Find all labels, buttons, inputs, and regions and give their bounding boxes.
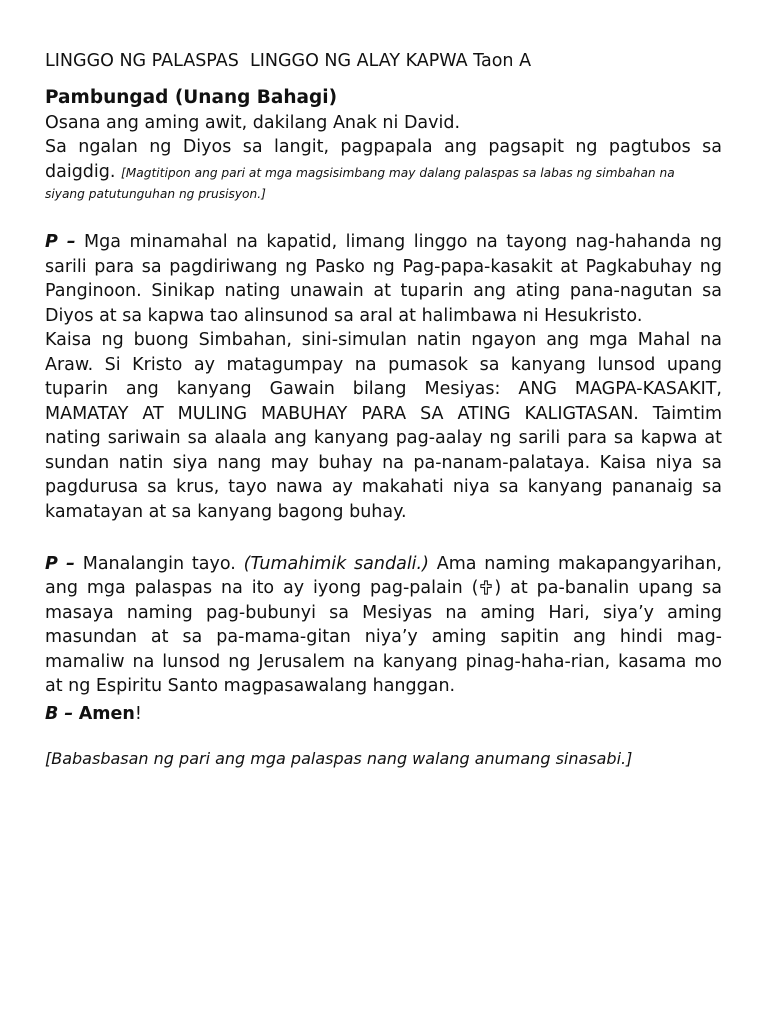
- response-text: Amen: [78, 704, 135, 724]
- paragraph-line: Araw. Si Kristo ay matagumpay na pumasok sa kanyang lunsod upang: [45, 355, 722, 375]
- paragraph-line: Diyos at sa kapwa tao alinsunod sa aral at halimbawa ni Hesukristo.: [45, 306, 643, 326]
- antiphon-line: Osana ang aming awit, dakilang Anak ni David.: [45, 113, 461, 133]
- cross-icon: [479, 580, 493, 595]
- paragraph-line: sundan natin siya nang may buhay na pa-nanam-palataya. Kaisa niya sa: [45, 453, 722, 473]
- paragraph-text: Ama naming makapangyarihan,: [436, 554, 722, 574]
- paragraph-line: at ng Espiritu Santo magpasawalang hanggan.: [45, 676, 456, 696]
- rubric-line: [45, 183, 722, 204]
- paragraph-line: pagdurusa sa krus, tayo nawa ay makahati niya sa kanyang pananaig sa: [45, 477, 722, 497]
- document-title: LINGGO NG PALASPAS LINGGO NG ALAY KAPWA Taon A: [45, 51, 532, 71]
- paragraph-text: Mga minamahal na kapatid, limang linggo na tayong nag-hahanda ng: [84, 232, 722, 252]
- response-marker: B –: [45, 704, 74, 724]
- paragraph-line: MAMATAY AT MULING MABUHAY PARA SA ATING KALIGTASAN. Taimtim: [45, 404, 722, 424]
- response-line: [45, 702, 722, 726]
- rubric-text: siyang patutunguhan ng prusisyon.]: [45, 187, 266, 201]
- response-punctuation: !: [134, 704, 142, 724]
- antiphon-word: daigdig.: [45, 162, 116, 182]
- closing-rubric: [Babasbasan ng pari ang mga palaspas nang walang anumang sinasabi.]: [45, 749, 633, 768]
- section-heading: Pambungad (Unang Bahagi): [45, 87, 338, 108]
- paragraph-line: tuparin ang kanyang Gawain bilang Mesiyas: ANG MAGPA-KASAKIT,: [45, 379, 722, 399]
- paragraph-line: kamatayan at sa kanyang bagong buhay.: [45, 502, 407, 522]
- paragraph-line: masundan at sa pa-mama-gitan niya’y aming sapitin ang hindi mag-: [45, 627, 722, 647]
- paragraph-line: sarili para sa pagdiriwang ng Pasko ng Pag-papa-kasakit at Pagkabuhay ng: [45, 257, 722, 277]
- priest-marker: P –: [45, 232, 76, 252]
- priest-marker: P –: [45, 554, 75, 574]
- paragraph-text: ) at pa-banalin upang sa: [494, 578, 722, 598]
- paragraph-text: Manalangin tayo.: [82, 554, 236, 574]
- antiphon-line: Sa ngalan ng Diyos sa langit, pagpapala ang pagsapit ng pagtubos sa: [45, 137, 722, 157]
- rubric-text: (Tumahimik sandali.): [243, 554, 429, 574]
- paragraph-line: masaya naming pag-bubunyi sa Mesiyas na aming Hari, siya’y aming: [45, 603, 722, 623]
- paragraph-line: [45, 230, 722, 254]
- paragraph-line: [45, 576, 722, 600]
- paragraph-line: Panginoon. Sinikap nating unawain at tuparin ang ating pana-nagutan sa: [45, 281, 722, 301]
- paragraph-line: mamaliw na lunsod ng Jerusalem na kanyang pinag-haha-rian, kasama mo: [45, 652, 722, 672]
- paragraph-line: [45, 552, 722, 576]
- rubric-text: [Magtitipon ang pari at mga magsisimbang may dalang palaspas sa labas ng simbahan na: [121, 166, 675, 180]
- paragraph-line: nating sariwain sa alaala ang kanyang pag-aalay ng sarili para sa kapwa at: [45, 428, 722, 448]
- paragraph-line: Kaisa ng buong Simbahan, sini-simulan natin ngayon ang mga Mahal na: [45, 330, 722, 350]
- paragraph-text: ang mga palaspas na ito ay iyong pag-palain (: [45, 578, 479, 598]
